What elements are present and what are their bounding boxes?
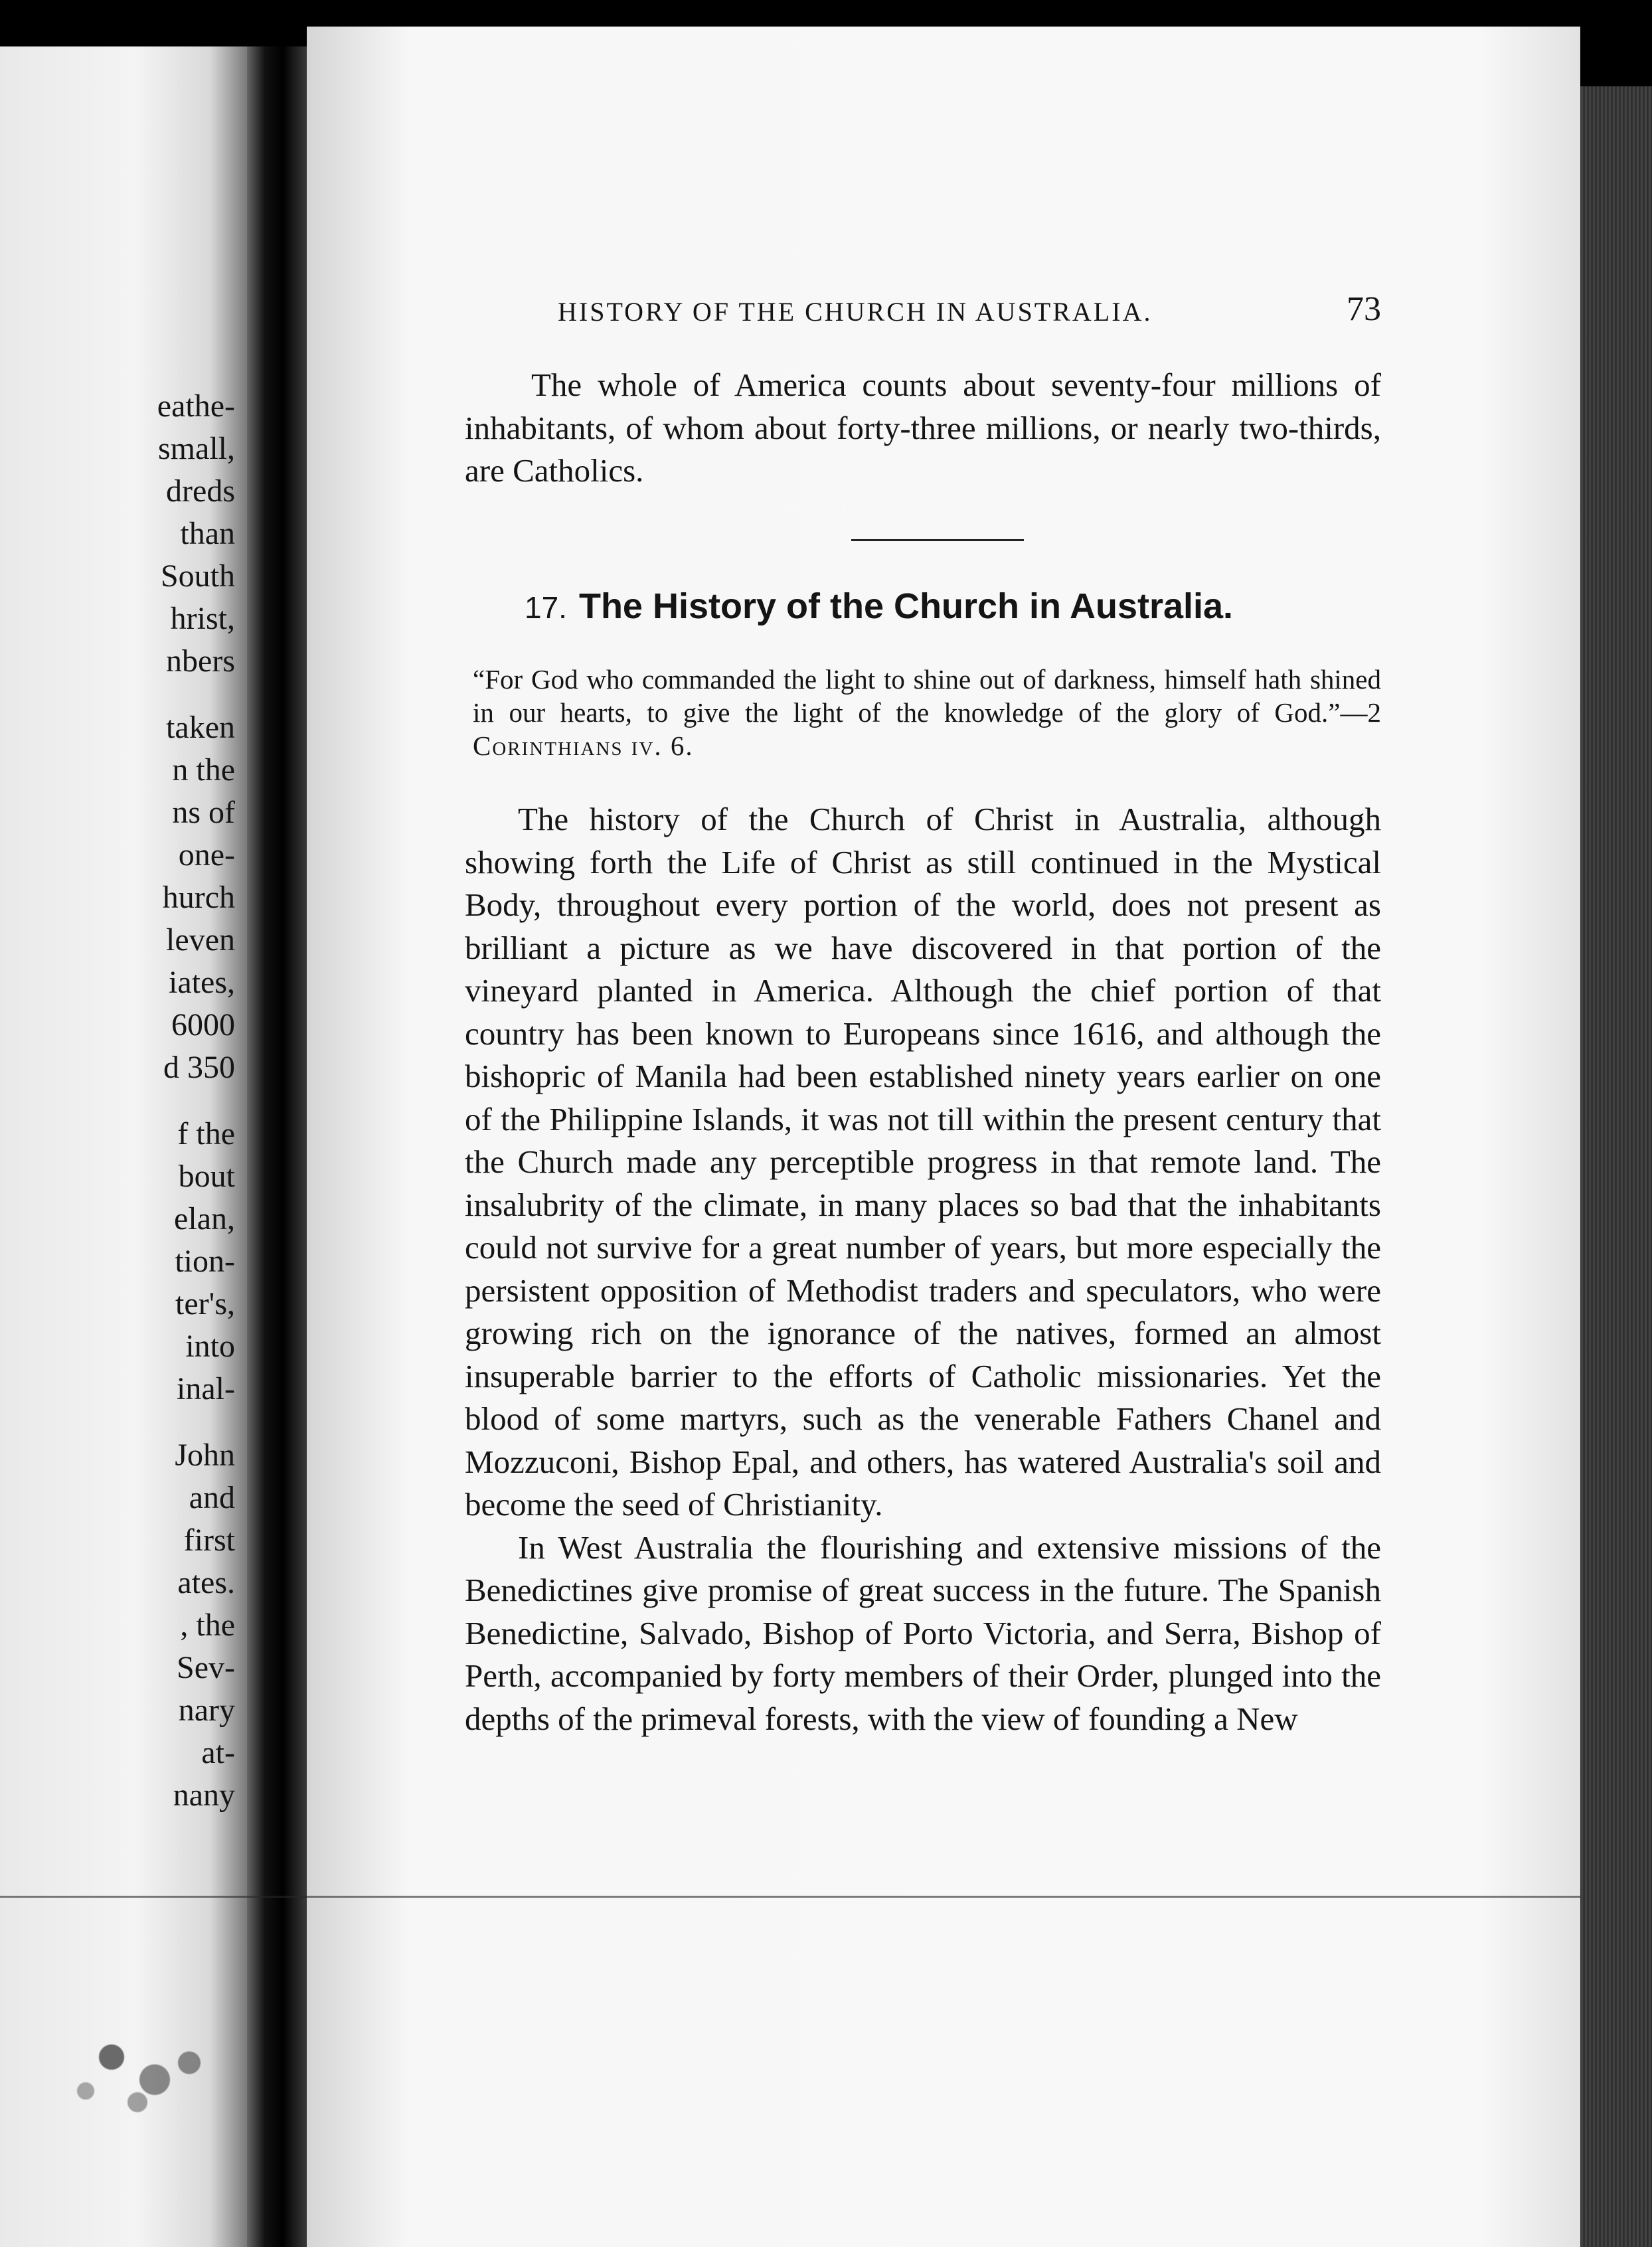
section-heading [525,586,1388,627]
left-fragment: John [175,1438,235,1473]
left-fragment: d 350 [163,1050,235,1085]
left-fragment: iates, [169,965,235,1000]
paragraph: The history of the Church of Christ in Australia, although showing forth the Life of Christ as still continued in the Mystical Body, throughout every portion of the world, does not present as brilliant a picture as we have discovered in that portion of the vineyard planted in America. Although the chief portion of that country has been known to Europeans since 1616, and although the bishopric of Manila had been established ninety years earlier on one of the Philippine Islands, it was not till within the present century that the Church made any perceptible progress in that remote land. The insalubrity of the climate, in many places so bad that the inhabitants could not survive for a great number of years, but more especially the persistent opposition of Methodist traders and speculators, who were growing rich on the ignorance of the natives, formed an almost insuperable barrier to the efforts of Catholic missionaries. Yet the blood of some martyrs, such as the venerable Fathers Chanel and Mozzuconi, Bishop Epal, and others, has watered Australia's soil and become the seed of Christianity. [465,801,1381,1523]
left-fragment: than [180,516,235,551]
left-fragment: nany [173,1778,235,1813]
left-fragment: one- [178,837,235,873]
main-text [465,798,1381,1740]
left-fragment: ns of [172,795,235,830]
epigraph-quote: “For God who commanded the light to shine out of darkness, himself hath shined in our hearts, to give the light of the knowledge of the glory of God.”—2 [473,664,1381,728]
left-fragment: leven [166,922,235,957]
left-fragment: taken [166,710,235,745]
left-fragment: tion- [175,1244,235,1279]
book-gutter [247,46,307,2247]
left-page [0,46,247,2247]
left-fragment: nary [178,1693,235,1728]
left-fragment: hrist, [170,601,235,636]
left-fragment: Sev- [177,1650,235,1685]
left-fragment: ter's, [175,1286,235,1321]
left-page-text [0,385,235,1817]
left-fragment: , the [180,1608,235,1643]
left-fragment: bout [178,1159,235,1194]
page-number: 73 [1347,290,1381,328]
left-fragment: small, [158,431,235,466]
left-fragment: into [185,1329,235,1364]
left-fragment: at- [201,1735,235,1770]
running-head: HISTORY OF THE CHURCH IN AUSTRALIA. [558,297,1153,327]
epigraph [473,663,1381,762]
left-fragment: dreds [166,473,235,509]
left-fragment: ates. [177,1565,235,1600]
left-fragment: first [183,1523,235,1558]
ink-stain [60,2012,232,2125]
epigraph-citation: Corinthians iv. 6. [473,730,694,761]
page-edges [1580,86,1652,2247]
left-fragment: nbers [166,643,235,679]
left-fragment: n the [172,752,235,788]
paragraph: In West Australia the flourishing and extensive missions of the Benedictines give promise of great success in the future. The Spanish Benedictine, Salvado, Bishop of Porto Victoria, and Serra, Bishop of Perth, accompanied by forty members of their Order, plunged into the depths of the primeval forests, with the view of founding a New [465,1529,1381,1737]
left-fragment: 6000 [171,1007,235,1042]
left-fragment: inal- [177,1371,235,1406]
left-fragment: and [189,1480,235,1515]
left-fragment: elan, [174,1201,235,1236]
intro-paragraph-block [465,364,1381,493]
section-title: The History of the Church in Australia. [578,586,1234,626]
left-fragment: eathe- [157,388,235,424]
left-fragment: hurch [162,880,235,915]
left-fragment: f the [177,1116,235,1151]
intro-paragraph: The whole of America counts about seventy-four millions of inhabitants, of whom about forty-three millions, or nearly two-thirds, are Catholics. [465,367,1381,489]
section-number: 17. [525,590,567,625]
left-fragment: South [160,558,235,594]
section-divider [851,539,1024,541]
scan-artifact-line [0,1896,1580,1898]
